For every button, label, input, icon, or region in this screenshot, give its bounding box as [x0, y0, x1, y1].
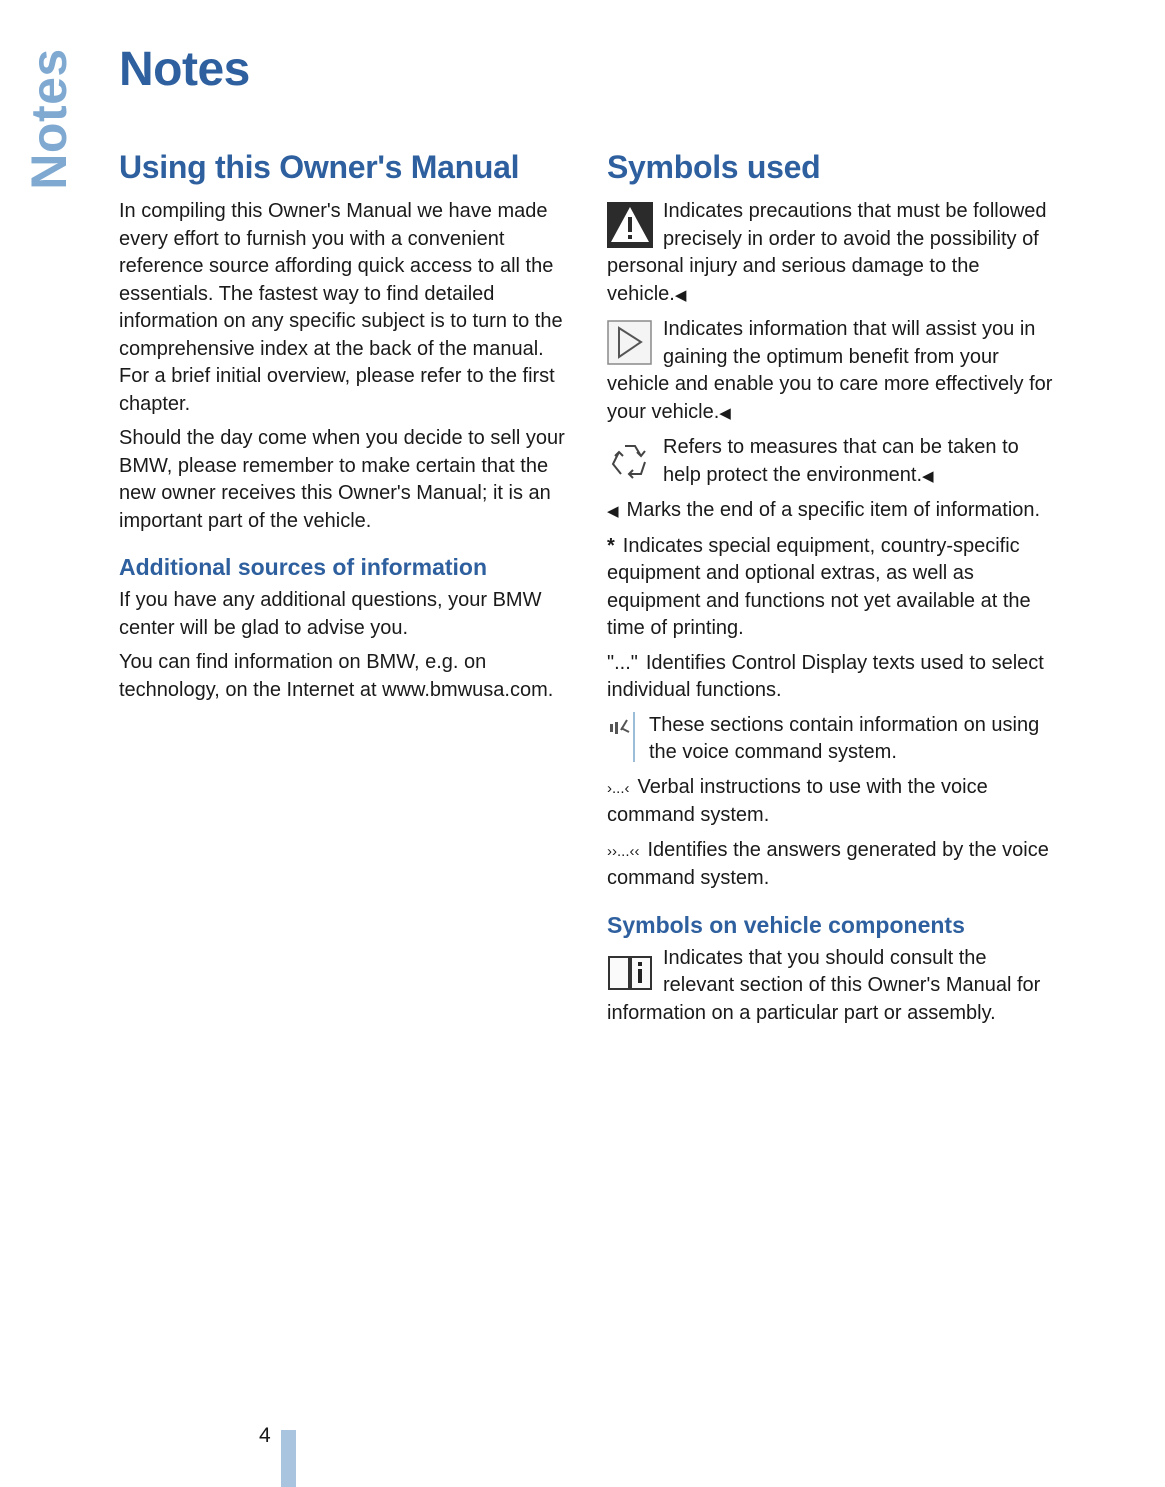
play-triangle-icon — [607, 320, 653, 366]
section-heading-symbols-used: Symbols used — [607, 149, 821, 185]
subsection-heading-vehicle-symbols: Symbols on vehicle components — [607, 911, 965, 938]
left-column — [119, 148, 574, 711]
marker-entry-end-mark — [607, 497, 1062, 526]
asterisk-icon: * — [607, 534, 615, 557]
manual-info-icon — [607, 949, 653, 995]
voice-command-icon — [607, 712, 637, 762]
marker-text: Marks the end of a specific item of information. — [626, 499, 1041, 521]
marker-text: Verbal instructions to use with the voice command system. — [607, 775, 988, 826]
system-answer-marker: ››...‹‹ — [607, 842, 640, 860]
right-column — [607, 148, 1062, 1034]
side-chapter-tab — [21, 48, 77, 190]
symbol-text: Refers to measures that can be taken to help protect the environment. — [663, 436, 1019, 486]
warning-triangle-icon — [607, 202, 653, 248]
page-title: Notes — [119, 43, 250, 96]
marker-entry-asterisk — [607, 533, 1062, 643]
symbol-text: These sections contain information on using the voice command system. — [649, 713, 1040, 763]
symbol-entry-environment — [607, 434, 1062, 490]
end-mark: ◀ — [719, 404, 731, 422]
paragraph: In compiling this Owner's Manual we have made every effort to furnish you with a convenient reference source affording quick access to all the essentials. The fastest way to find detailed information on any specific subject is to turn to the comprehensive index at the back of the manual. For a brief initial overview, please refer to the first chapter. — [119, 200, 563, 415]
end-mark: ◀ — [922, 467, 934, 485]
page-number: 4 — [259, 1424, 271, 1447]
paragraph: If you have any additional questions, your BMW center will be glad to advise you. — [119, 589, 542, 639]
marker-text: Identifies the answers generated by the voice command system. — [607, 838, 1049, 889]
symbol-entry-note — [607, 316, 1062, 427]
symbol-text: Indicates that you should consult the relevant section of this Owner's Manual for information on a particular part or assembly. — [607, 946, 1041, 1024]
paragraph: Should the day come when you decide to sell your BMW, please remember to make certain that the new owner receives this Owner's Manual; it is an important part of the vehicle. — [119, 427, 565, 532]
section-heading-using-manual: Using this Owner's Manual — [119, 149, 520, 185]
symbol-text: Indicates precautions that must be followed precisely in order to avoid the possibility of personal injury and serious damage to the vehicle. — [607, 200, 1047, 305]
symbol-entry-warning — [607, 198, 1062, 309]
marker-text: Identifies Control Display texts used to select individual functions. — [607, 651, 1044, 701]
subsection-heading-additional-sources: Additional sources of information — [119, 554, 488, 580]
side-tab-label: Notes — [21, 48, 77, 190]
paragraph: You can find information on BMW, e.g. on technology, on the Internet at www.bmwusa.com. — [119, 651, 554, 701]
marker-entry-quotes — [607, 650, 1062, 705]
page-marker-bar — [281, 1430, 296, 1487]
recycle-icon — [607, 438, 653, 484]
symbol-text: Indicates information that will assist you in gaining the optimum benefit from your vehicle and enable you to care more effectively for your vehicle. — [607, 318, 1053, 423]
symbol-entry-manual — [607, 945, 1062, 1028]
end-mark-icon: ◀ — [607, 503, 619, 520]
marker-entry-answers — [607, 837, 1062, 893]
verbal-instruction-marker: ›...‹ — [607, 779, 630, 797]
quotes-marker: "..." — [607, 651, 638, 674]
marker-text: Indicates special equipment, country-specific equipment and optional extras, as well as equipment and functions not yet available at the time of printing. — [607, 534, 1031, 639]
marker-entry-verbal — [607, 774, 1062, 830]
symbol-entry-voice — [607, 712, 1062, 767]
end-mark: ◀ — [674, 286, 687, 304]
